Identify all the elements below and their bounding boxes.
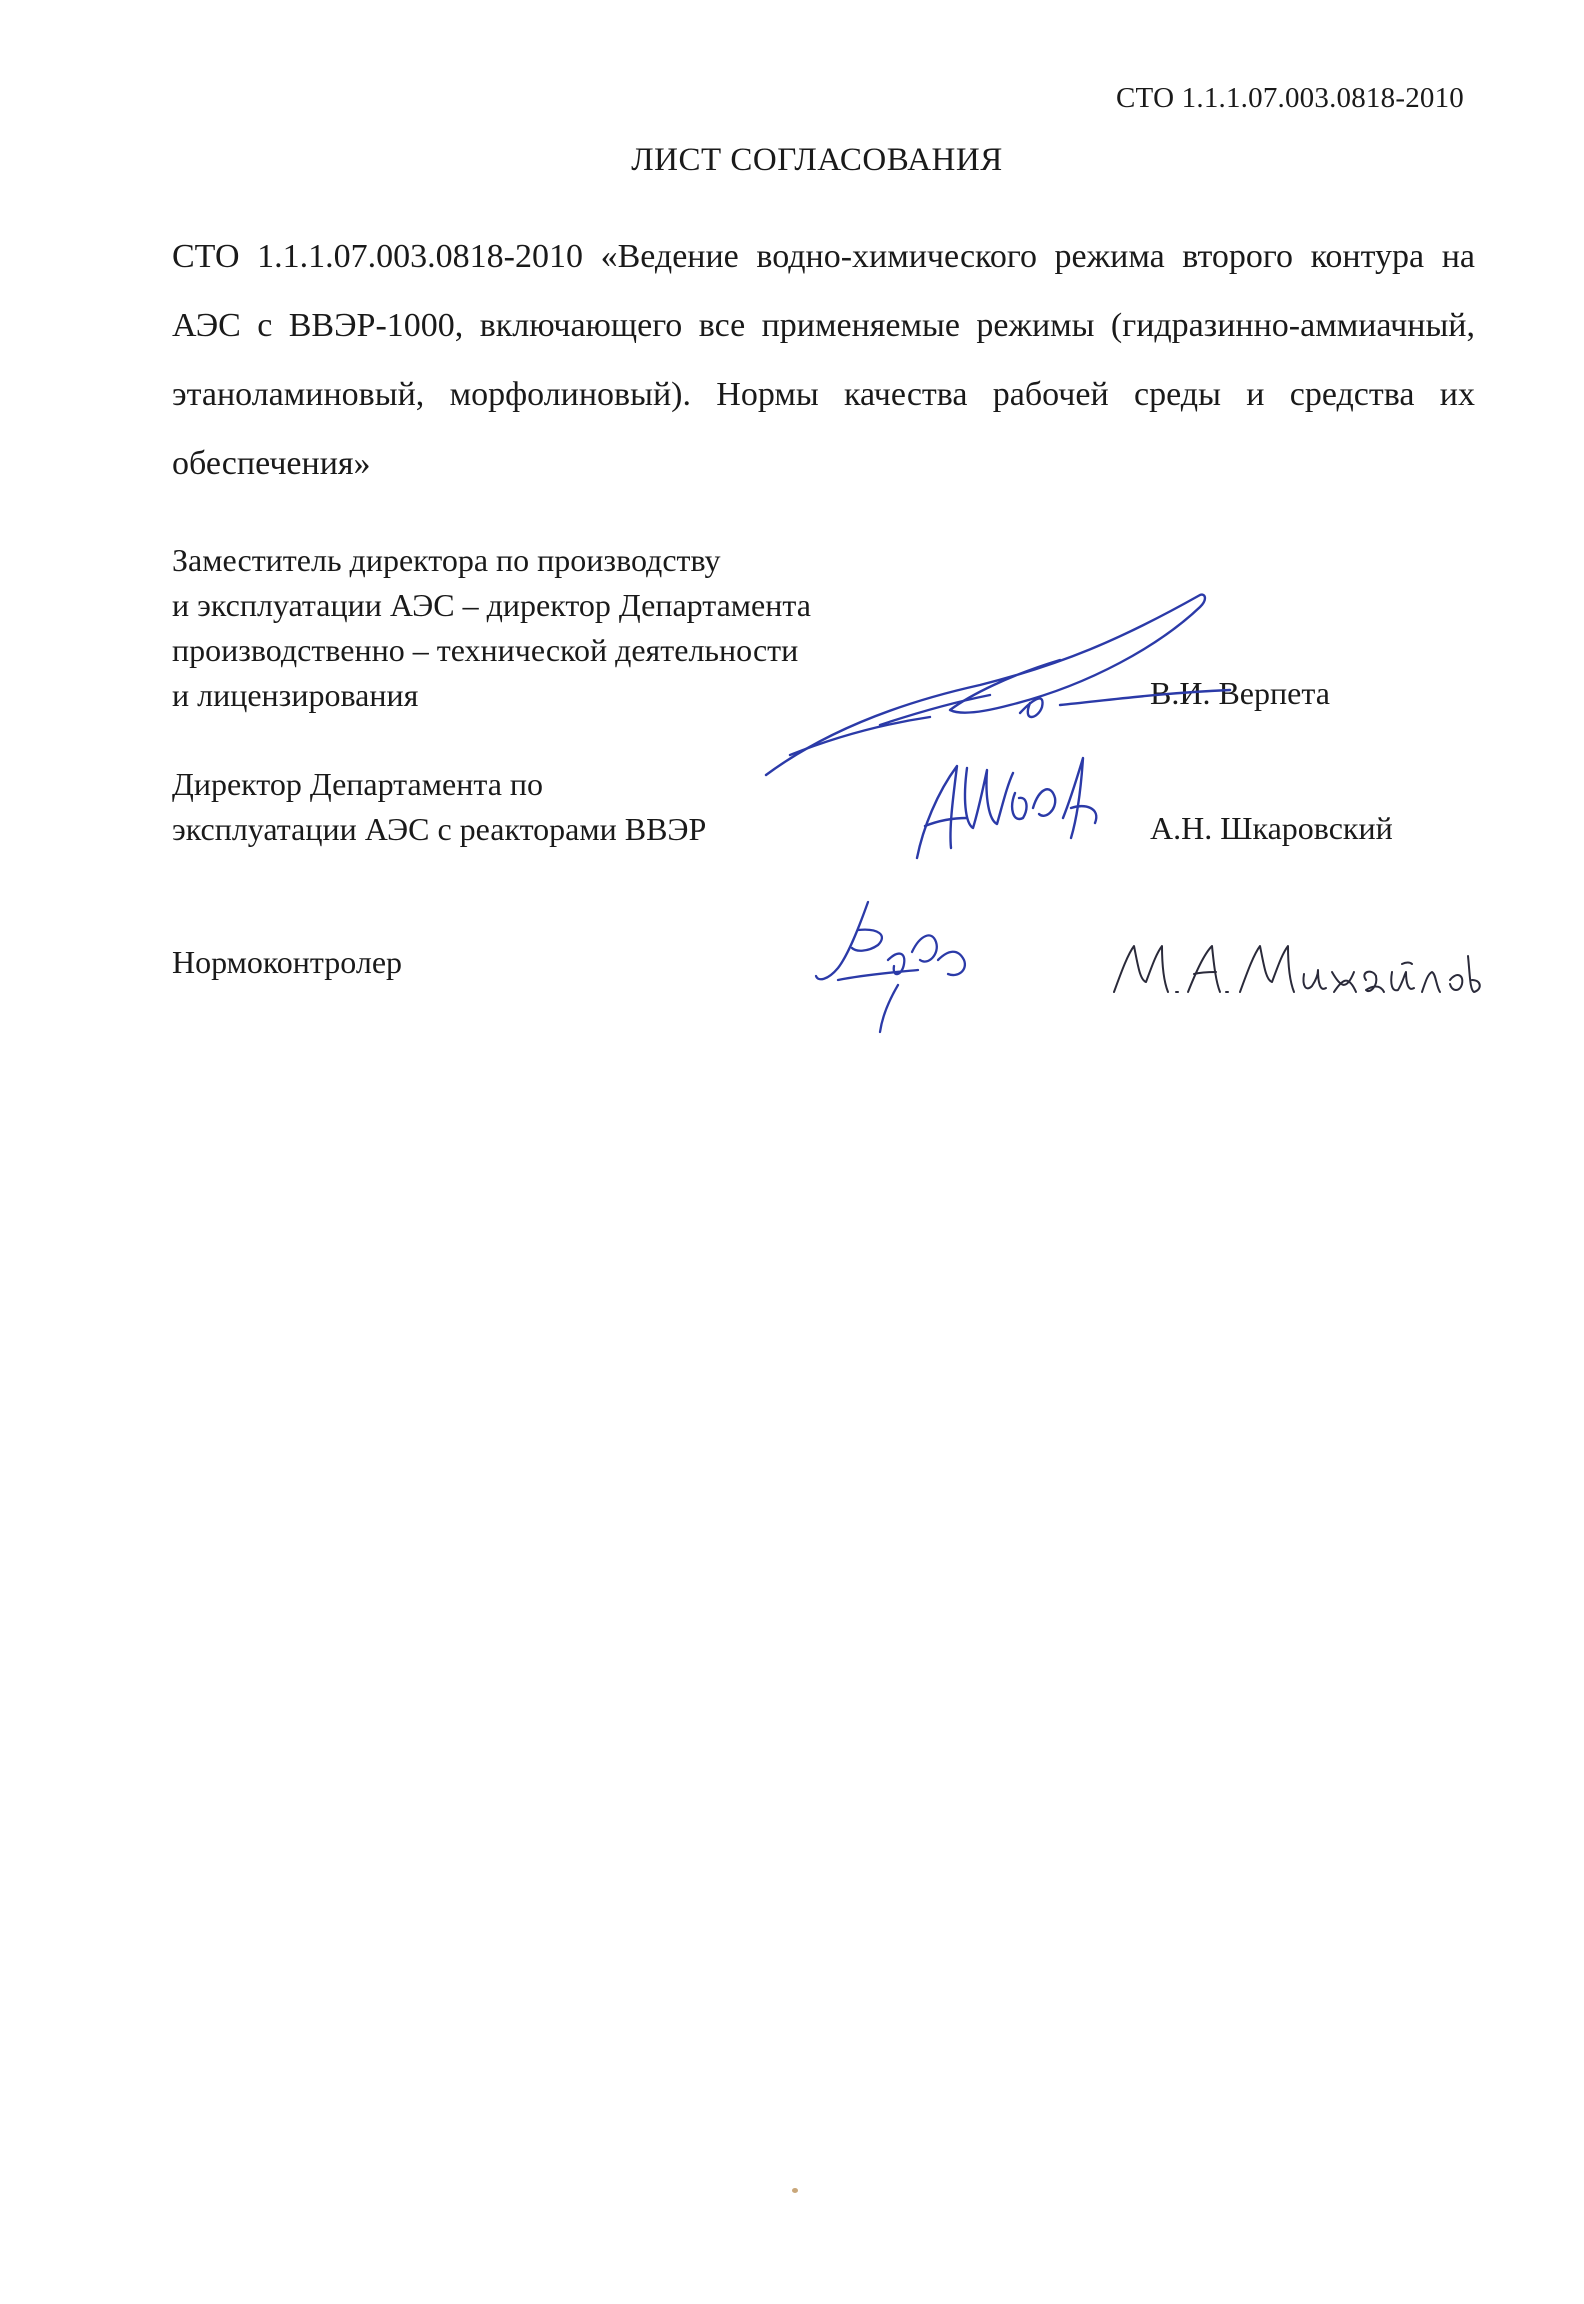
paper-speck — [792, 2188, 798, 2193]
approver-name-2: А.Н. Шкаровский — [1150, 810, 1393, 846]
position-line: Директор Департамента по — [172, 766, 544, 802]
handwritten-name-3 — [1110, 936, 1490, 1011]
position-line: и эксплуатации АЭС – директор Департамента — [172, 587, 811, 623]
approver-position-1 — [172, 538, 811, 718]
position-line: эксплуатации АЭС с реакторами ВВЭР — [172, 811, 707, 847]
position-line: Заместитель директора по производству — [172, 542, 721, 578]
signature-2 — [905, 748, 1135, 878]
position-line: производственно – технической деятельности — [172, 632, 799, 668]
document-code: СТО 1.1.1.07.003.0818-2010 — [1116, 82, 1464, 114]
position-line: и лицензирования — [172, 677, 419, 713]
approver-position-2 — [172, 762, 706, 852]
position-line: Нормоконтролер — [172, 944, 403, 980]
approver-name-1: В.И. Верпета — [1150, 675, 1330, 711]
approver-position-3 — [172, 940, 402, 985]
document-description: СТО 1.1.1.07.003.0818-2010 «Ведение водно-химического режима второго контура на АЭС с ВВЭР-1000, включающего все применяемые режимы (гидразинно-аммиачный, этаноламиновый, морфолиновый). Нормы качества рабочей среды и средства их обеспечения» — [172, 238, 1475, 482]
signature-3 — [808, 890, 998, 1040]
page-title: ЛИСТ СОГЛАСОВАНИЯ — [631, 142, 1003, 178]
